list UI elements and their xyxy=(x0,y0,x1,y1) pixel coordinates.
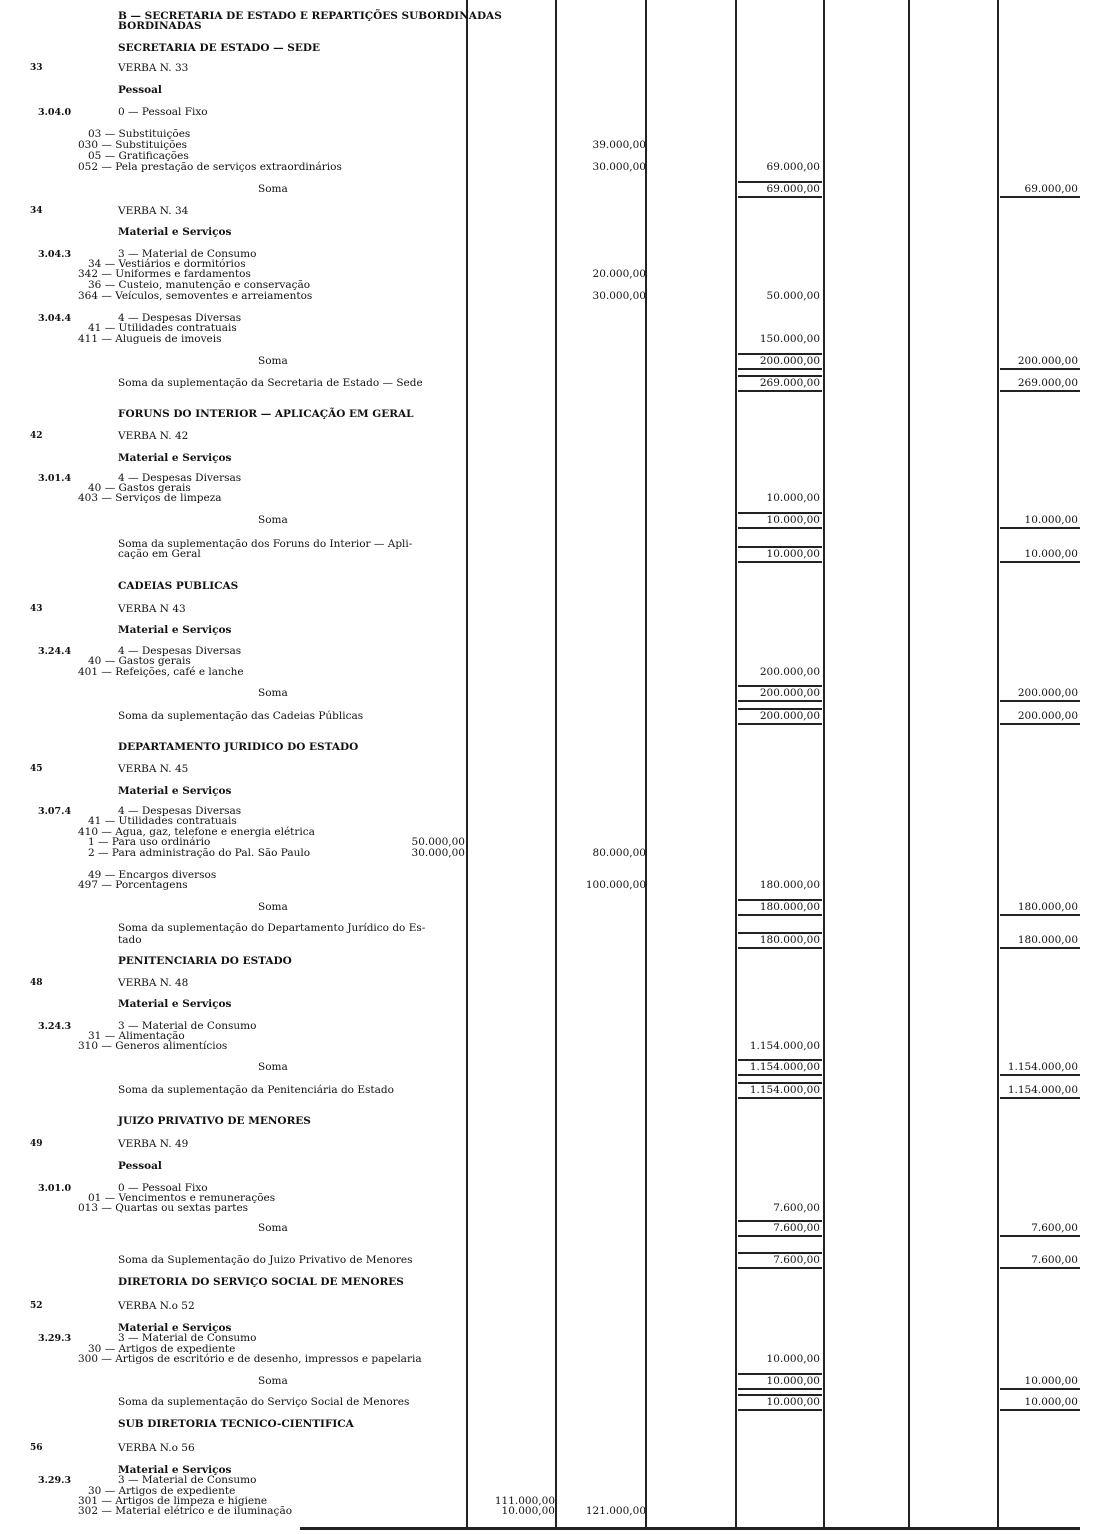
row-label: 05 — Gratificações xyxy=(88,150,189,162)
budget-row xyxy=(0,1115,1106,1128)
verba-number: 45 xyxy=(30,764,43,774)
total-rule xyxy=(738,527,822,529)
account-code: 3.04.3 xyxy=(38,249,72,260)
amount-a5: 10.000,00 xyxy=(1024,514,1078,526)
budget-row xyxy=(0,183,1106,196)
budget-row xyxy=(0,1353,1106,1366)
total-rule xyxy=(738,1074,822,1076)
total-rule xyxy=(738,353,822,355)
amount-a5: 200.000,00 xyxy=(1017,687,1078,699)
total-rule xyxy=(1000,1074,1080,1076)
total-rule xyxy=(738,1220,822,1222)
amount-a4: 180.000,00 xyxy=(759,901,820,913)
row-label: VERBA N. 34 xyxy=(118,205,189,217)
amount-a5: 10.000,00 xyxy=(1024,1375,1078,1387)
row-label: VERBA N 43 xyxy=(118,603,186,615)
verba-number: 43 xyxy=(30,604,43,614)
row-label: 40 — Gastos gerais xyxy=(88,482,191,494)
row-label: 40 — Gastos gerais xyxy=(88,655,191,667)
total-rule xyxy=(1000,527,1080,529)
budget-row xyxy=(0,408,1106,421)
budget-row xyxy=(0,355,1106,368)
total-rule xyxy=(1000,914,1080,916)
total-rule xyxy=(738,947,822,949)
budget-row xyxy=(0,226,1106,239)
verba-number: 52 xyxy=(30,1301,43,1311)
budget-row xyxy=(0,1160,1106,1173)
account-code: 3.01.4 xyxy=(38,473,72,484)
total-rule xyxy=(1000,947,1080,949)
row-label: 3 — Material de Consumo xyxy=(118,1332,257,1344)
amount-a5: 1.154.000,00 xyxy=(1007,1061,1078,1073)
row-label: 403 — Serviços de limpeza xyxy=(78,492,222,504)
budget-row xyxy=(0,955,1106,968)
budget-row xyxy=(0,879,1106,892)
budget-row xyxy=(0,377,1106,390)
total-rule xyxy=(738,1409,822,1411)
budget-row xyxy=(0,452,1106,465)
verba-number: 34 xyxy=(30,206,43,216)
amount-a5: 7.600,00 xyxy=(1031,1222,1078,1234)
amount-a4: 10.000,00 xyxy=(766,492,820,504)
budget-row xyxy=(0,1222,1106,1235)
row-label: 49 — Encargos diversos xyxy=(88,869,217,881)
amount-a5: 200.000,00 xyxy=(1017,710,1078,722)
amount-a3: 121.000,00 xyxy=(585,1505,646,1517)
row-label: VERBA N. 45 xyxy=(118,763,189,775)
row-label: cação em Geral xyxy=(118,548,201,560)
account-code: 3.29.3 xyxy=(38,1475,72,1486)
budget-row xyxy=(0,20,1106,33)
row-label: 01 — Vencimentos e remunerações xyxy=(88,1192,276,1204)
row-label: SUB DIRETORIA TECNICO-CIENTIFICA xyxy=(118,1418,354,1430)
amount-a4: 10.000,00 xyxy=(766,1396,820,1408)
row-label: Material e Serviços xyxy=(118,226,232,238)
budget-row xyxy=(0,1442,1106,1455)
budget-row xyxy=(0,1202,1106,1215)
row-label: Soma xyxy=(258,687,288,699)
row-label: 3 — Material de Consumo xyxy=(118,1020,257,1032)
total-rule xyxy=(738,181,822,183)
total-rule xyxy=(1000,1388,1080,1390)
row-label: Pessoal xyxy=(118,1160,162,1172)
verba-number: 42 xyxy=(30,431,43,441)
row-label: Soma da suplementação do Departamento Jurídico do Es- xyxy=(118,922,426,934)
total-rule xyxy=(1000,700,1080,702)
total-rule xyxy=(738,1252,822,1254)
total-rule xyxy=(1000,1097,1080,1099)
account-code: 3.24.4 xyxy=(38,646,72,657)
total-rule xyxy=(738,512,822,514)
budget-row xyxy=(0,934,1106,947)
amount-a3: 100.000,00 xyxy=(585,879,646,891)
budget-row xyxy=(0,1505,1106,1518)
amount-a3: 20.000,00 xyxy=(592,268,646,280)
budget-row xyxy=(0,1138,1106,1151)
budget-row xyxy=(0,548,1106,561)
budget-row xyxy=(0,333,1106,346)
amount-a4: 7.600,00 xyxy=(773,1254,820,1266)
budget-row xyxy=(0,514,1106,527)
account-code: 3.01.0 xyxy=(38,1183,72,1194)
total-rule xyxy=(738,685,822,687)
row-label: 3 — Material de Consumo xyxy=(118,248,257,260)
budget-row xyxy=(0,1084,1106,1097)
row-label: Soma xyxy=(258,1375,288,1387)
row-label: 31 — Alimentação xyxy=(88,1030,185,1042)
row-label: FORUNS DO INTERIOR — APLICAÇÃO EM GERAL xyxy=(118,408,414,420)
amount-a5: 7.600,00 xyxy=(1031,1254,1078,1266)
row-label: 310 — Generos alimentícios xyxy=(78,1040,228,1052)
budget-row xyxy=(0,430,1106,443)
row-label: 4 — Despesas Diversas xyxy=(118,472,242,484)
row-label: Soma da suplementação dos Foruns do Interior — Apli- xyxy=(118,538,413,550)
row-label: 34 — Vestiários e dormitórios xyxy=(88,258,246,270)
amount-a4: 200.000,00 xyxy=(759,710,820,722)
budget-row xyxy=(0,998,1106,1011)
budget-row xyxy=(0,84,1106,97)
budget-row xyxy=(0,62,1106,75)
amount-a2: 10.000,00 xyxy=(501,1505,555,1517)
row-label: 0 — Pessoal Fixo xyxy=(118,1182,208,1194)
account-code: 3.04.4 xyxy=(38,313,72,324)
total-rule xyxy=(738,1373,822,1375)
row-label: 401 — Refeições, café e lanche xyxy=(78,666,244,678)
budget-row xyxy=(0,624,1106,637)
total-rule xyxy=(1000,1267,1080,1269)
amount-a3: 80.000,00 xyxy=(592,847,646,859)
row-label: SECRETARIA DE ESTADO — SEDE xyxy=(118,42,320,54)
budget-row xyxy=(0,161,1106,174)
total-rule xyxy=(1000,196,1080,198)
amount-a4: 1.154.000,00 xyxy=(749,1084,820,1096)
amount-a4: 180.000,00 xyxy=(759,879,820,891)
total-rule xyxy=(738,375,822,377)
total-rule xyxy=(738,723,822,725)
total-rule xyxy=(738,899,822,901)
row-label: 052 — Pela prestação de serviços extraordinários xyxy=(78,161,342,173)
budget-row xyxy=(0,847,1106,860)
row-label: Soma da suplementação das Cadeias Públicas xyxy=(118,710,364,722)
row-label: 4 — Despesas Diversas xyxy=(118,805,242,817)
amount-a5: 180.000,00 xyxy=(1017,901,1078,913)
amount-a1: 30.000,00 xyxy=(411,847,465,859)
total-rule xyxy=(738,546,822,548)
row-label: Soma xyxy=(258,355,288,367)
amount-a4: 200.000,00 xyxy=(759,687,820,699)
amount-a4: 7.600,00 xyxy=(773,1222,820,1234)
budget-row xyxy=(0,1276,1106,1289)
row-label: Material e Serviços xyxy=(118,785,232,797)
amount-a5: 69.000,00 xyxy=(1024,183,1078,195)
row-label: Soma da suplementação da Secretaria de Estado — Sede xyxy=(118,377,423,389)
account-code: 3.29.3 xyxy=(38,1333,72,1344)
amount-a4: 200.000,00 xyxy=(759,666,820,678)
row-label: 41 — Utilidades contratuais xyxy=(88,322,237,334)
total-rule xyxy=(738,368,822,370)
amount-a4: 200.000,00 xyxy=(759,355,820,367)
row-label: CADEIAS PUBLICAS xyxy=(118,580,239,592)
row-label: 013 — Quartas ou sextas partes xyxy=(78,1202,249,1214)
row-label: VERBA N. 48 xyxy=(118,977,189,989)
amount-a1: 50.000,00 xyxy=(411,836,465,848)
total-rule xyxy=(1000,561,1080,563)
budget-row xyxy=(0,1061,1106,1074)
row-label: 4 — Despesas Diversas xyxy=(118,645,242,657)
row-label: 302 — Material elétrico e de iluminação xyxy=(78,1505,293,1517)
row-label: DIRETORIA DO SERVIÇO SOCIAL DE MENORES xyxy=(118,1276,404,1288)
row-label: DEPARTAMENTO JURIDICO DO ESTADO xyxy=(118,741,359,753)
total-rule xyxy=(738,1235,822,1237)
amount-a5: 1.154.000,00 xyxy=(1007,1084,1078,1096)
total-rule xyxy=(738,561,822,563)
row-label: 030 — Substituições xyxy=(78,139,188,151)
row-label: Soma xyxy=(258,901,288,913)
budget-row xyxy=(0,580,1106,593)
budget-row xyxy=(0,1254,1106,1267)
amount-a4: 1.154.000,00 xyxy=(749,1040,820,1052)
total-rule xyxy=(738,932,822,934)
total-rule xyxy=(738,1388,822,1390)
row-label: Soma da suplementação do Serviço Social de Menores xyxy=(118,1396,410,1408)
budget-row xyxy=(0,492,1106,505)
row-label: 03 — Substituições xyxy=(88,128,191,140)
verba-number: 49 xyxy=(30,1139,43,1149)
account-code: 3.24.3 xyxy=(38,1021,72,1032)
row-label: 410 — Agua, gaz, telefone e energia elétrica xyxy=(78,826,315,838)
budget-row xyxy=(0,603,1106,616)
budget-row xyxy=(0,687,1106,700)
amount-a4: 10.000,00 xyxy=(766,1353,820,1365)
row-label: JUIZO PRIVATIVO DE MENORES xyxy=(118,1115,311,1127)
budget-row xyxy=(0,785,1106,798)
budget-row xyxy=(0,1396,1106,1409)
row-label: Material e Serviços xyxy=(118,1464,232,1476)
budget-row xyxy=(0,977,1106,990)
row-label: VERBA N. 33 xyxy=(118,62,189,74)
row-label: 2 — Para administração do Pal. São Paulo xyxy=(88,847,311,859)
row-label: Soma da Suplementação do Juizo Privativo de Menores xyxy=(118,1254,413,1266)
budget-row xyxy=(0,1040,1106,1053)
amount-a5: 10.000,00 xyxy=(1024,1396,1078,1408)
row-label: 30 — Artigos de expediente xyxy=(88,1485,236,1497)
row-label: Pessoal xyxy=(118,84,162,96)
row-label: VERBA N.o 52 xyxy=(118,1300,195,1312)
budget-row xyxy=(0,106,1106,119)
amount-a4: 7.600,00 xyxy=(773,1202,820,1214)
total-rule xyxy=(1000,368,1080,370)
amount-a4: 10.000,00 xyxy=(766,514,820,526)
row-label: Soma xyxy=(258,183,288,195)
row-label: 342 — Uniformes e fardamentos xyxy=(78,268,251,280)
amount-a4: 180.000,00 xyxy=(759,934,820,946)
budget-row xyxy=(0,42,1106,55)
row-label: VERBA N.o 56 xyxy=(118,1442,195,1454)
total-rule xyxy=(738,914,822,916)
amount-a4: 50.000,00 xyxy=(766,290,820,302)
amount-a5: 180.000,00 xyxy=(1017,934,1078,946)
row-label: Soma xyxy=(258,514,288,526)
amount-a4: 10.000,00 xyxy=(766,548,820,560)
row-label: 3 — Material de Consumo xyxy=(118,1474,257,1486)
amount-a3: 30.000,00 xyxy=(592,290,646,302)
total-rule xyxy=(1000,723,1080,725)
amount-a4: 150.000,00 xyxy=(759,333,820,345)
budget-row xyxy=(0,290,1106,303)
budget-row xyxy=(0,1300,1106,1313)
amount-a4: 69.000,00 xyxy=(766,183,820,195)
total-rule xyxy=(738,1267,822,1269)
row-label: Material e Serviços xyxy=(118,624,232,636)
total-rule xyxy=(738,708,822,710)
total-rule xyxy=(738,1097,822,1099)
budget-row xyxy=(0,710,1106,723)
row-label: 301 — Artigos de limpeza e higiene xyxy=(78,1495,268,1507)
verba-number: 56 xyxy=(30,1443,43,1453)
row-label: 0 — Pessoal Fixo xyxy=(118,106,208,118)
row-label: VERBA N. 42 xyxy=(118,430,189,442)
total-rule xyxy=(738,1059,822,1061)
account-code: 3.07.4 xyxy=(38,806,72,817)
budget-row xyxy=(0,666,1106,679)
verba-number: 33 xyxy=(30,63,43,73)
row-label: 364 — Veículos, semoventes e arreiamentos xyxy=(78,290,313,302)
row-label: 36 — Custeio, manutenção e conservação xyxy=(88,279,311,291)
row-label: B — SECRETARIA DE ESTADO E REPARTIÇÕES SUBORDINADAS xyxy=(118,10,502,22)
amount-a4: 269.000,00 xyxy=(759,377,820,389)
total-rule xyxy=(738,700,822,702)
row-label: tado xyxy=(118,934,142,946)
row-label: 300 — Artigos de escritório e de desenho, impressos e papelaria xyxy=(78,1353,422,1365)
row-label: VERBA N. 49 xyxy=(118,1138,189,1150)
row-label: BORDINADAS xyxy=(118,20,202,32)
amount-a3: 30.000,00 xyxy=(592,161,646,173)
budget-row xyxy=(0,741,1106,754)
account-code: 3.04.0 xyxy=(38,107,72,118)
total-rule xyxy=(738,390,822,392)
total-rule xyxy=(1000,1235,1080,1237)
amount-a2: 111.000,00 xyxy=(494,1495,555,1507)
budget-row xyxy=(0,1375,1106,1388)
row-label: Soma da suplementação da Penitenciária do Estado xyxy=(118,1084,394,1096)
row-label: 497 — Porcentagens xyxy=(78,879,188,891)
budget-row xyxy=(0,1418,1106,1431)
amount-a3: 39.000,00 xyxy=(592,139,646,151)
row-label: 30 — Artigos de expediente xyxy=(88,1343,236,1355)
total-rule xyxy=(738,1394,822,1396)
row-label: 4 — Despesas Diversas xyxy=(118,312,242,324)
budget-row xyxy=(0,763,1106,776)
budget-row xyxy=(0,901,1106,914)
verba-number: 48 xyxy=(30,978,43,988)
amount-a4: 69.000,00 xyxy=(766,161,820,173)
row-label: Soma xyxy=(258,1222,288,1234)
amount-a4: 10.000,00 xyxy=(766,1375,820,1387)
amount-a5: 269.000,00 xyxy=(1017,377,1078,389)
budget-row xyxy=(0,205,1106,218)
row-label: Soma xyxy=(258,1061,288,1073)
row-label: 411 — Alugueis de imoveis xyxy=(78,333,222,345)
amount-a5: 10.000,00 xyxy=(1024,548,1078,560)
row-label: Material e Serviços xyxy=(118,1322,232,1334)
row-label: 41 — Utilidades contratuais xyxy=(88,815,237,827)
total-rule xyxy=(1000,390,1080,392)
total-rule xyxy=(738,196,822,198)
total-rule xyxy=(1000,1409,1080,1411)
row-label: PENITENCIARIA DO ESTADO xyxy=(118,955,292,967)
footer-rule xyxy=(300,1527,1080,1530)
row-label: Material e Serviços xyxy=(118,452,232,464)
row-label: Material e Serviços xyxy=(118,998,232,1010)
total-rule xyxy=(738,1082,822,1084)
amount-a4: 1.154.000,00 xyxy=(749,1061,820,1073)
row-label: 1 — Para uso ordinário xyxy=(88,836,211,848)
amount-a5: 200.000,00 xyxy=(1017,355,1078,367)
